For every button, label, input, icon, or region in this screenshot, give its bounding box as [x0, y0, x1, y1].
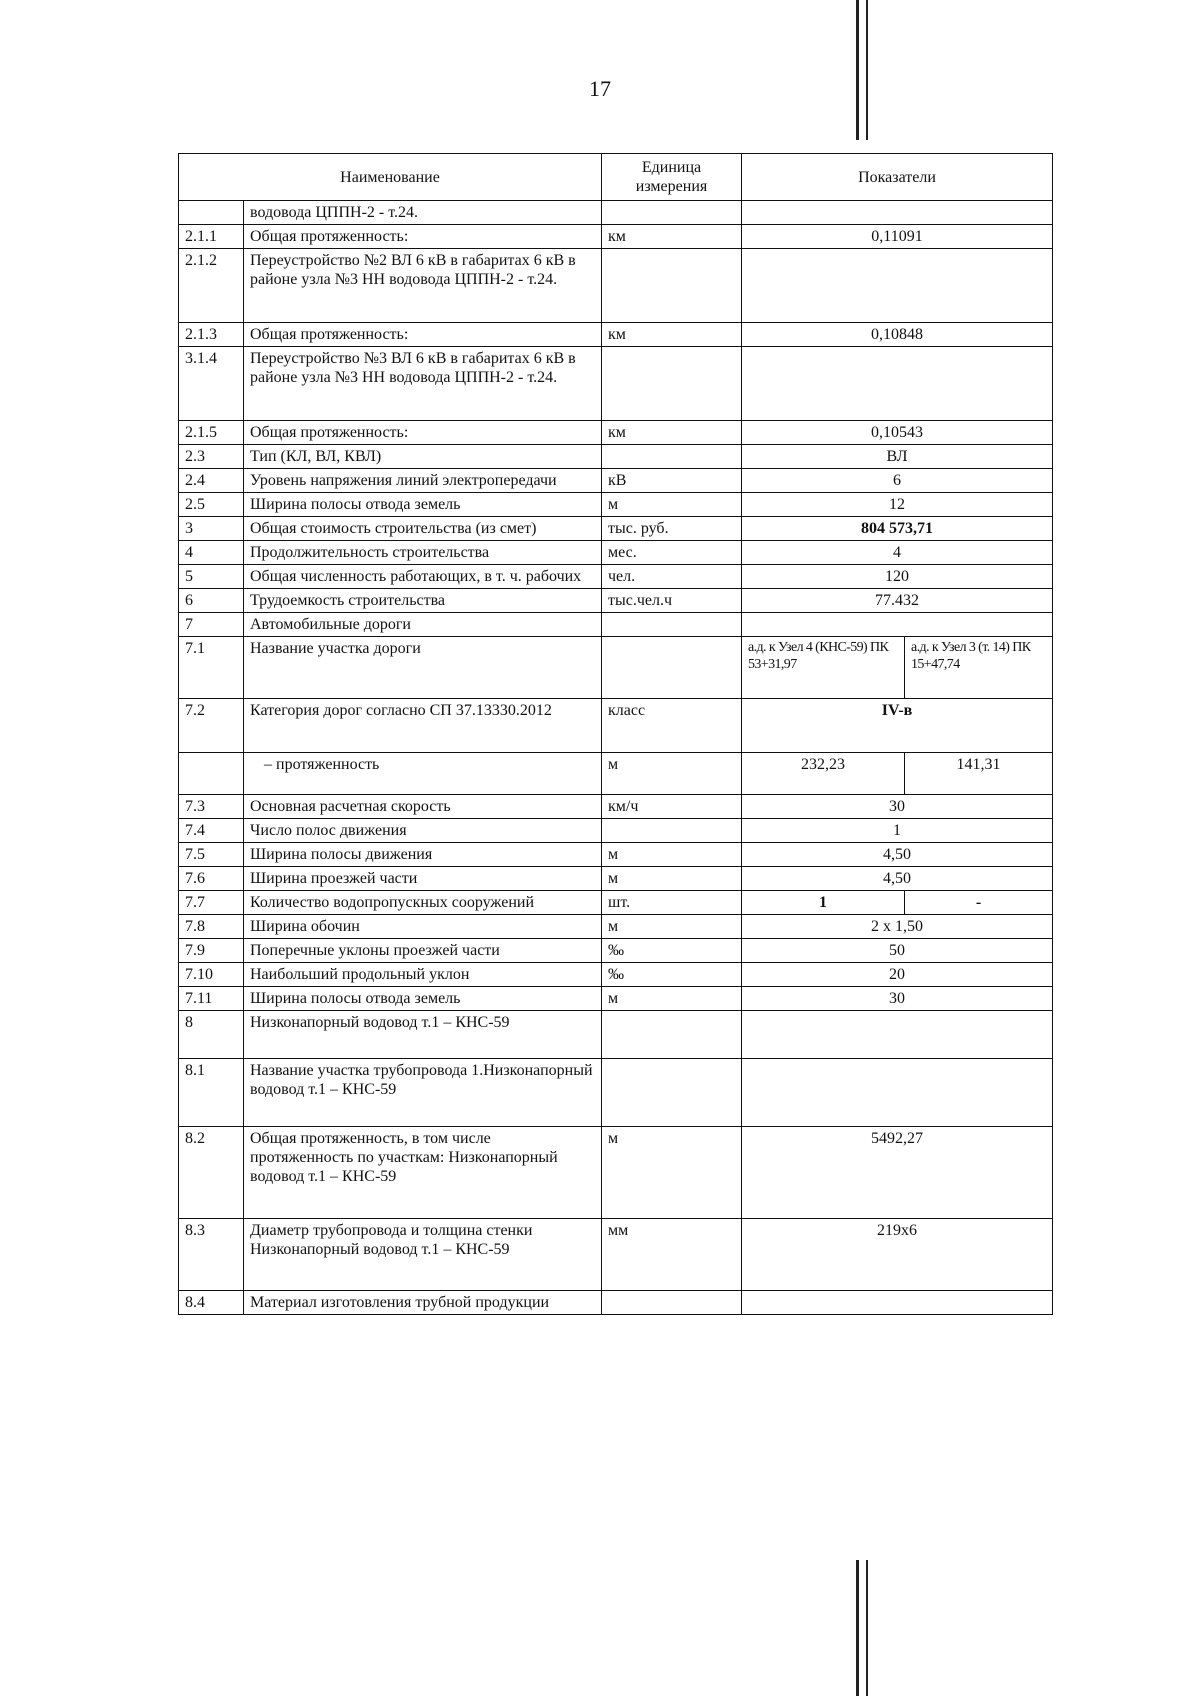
table-row [179, 613, 1053, 637]
table-row [179, 915, 1053, 939]
table-row [179, 469, 1053, 493]
table-row [179, 201, 1053, 225]
row-name: Низконапорный водовод т.1 – КНС-59 [244, 1011, 602, 1059]
row-number: 7.5 [179, 843, 244, 867]
row-name: Число полос движения [244, 819, 602, 843]
row-number: 8.1 [179, 1059, 244, 1127]
row-number: 7.1 [179, 637, 244, 699]
table-row [179, 1011, 1053, 1059]
header-unit: Единица измерения [602, 154, 742, 201]
row-value: 0,10848 [742, 323, 1053, 347]
table-row [179, 1291, 1053, 1315]
row-number: 7.11 [179, 987, 244, 1011]
row-unit [602, 249, 742, 323]
row-name: Категория дорог согласно СП 37.13330.2012 [244, 699, 602, 753]
row-unit: м [602, 987, 742, 1011]
row-value [742, 1011, 1053, 1059]
row-unit [602, 445, 742, 469]
row-unit [602, 1059, 742, 1127]
row-value: 30 [742, 987, 1053, 1011]
row-number: 2.1.1 [179, 225, 244, 249]
row-number: 7.2 [179, 699, 244, 753]
table-row [179, 891, 1053, 915]
row-value: 77.432 [742, 589, 1053, 613]
table-row [179, 249, 1053, 323]
row-number: 7.6 [179, 867, 244, 891]
table-row [179, 517, 1053, 541]
table-row [179, 541, 1053, 565]
table-row [179, 819, 1053, 843]
row-number: 6 [179, 589, 244, 613]
row-unit: ‰ [602, 963, 742, 987]
row-name: Общая протяженность: [244, 421, 602, 445]
row-number: 8.4 [179, 1291, 244, 1315]
row-number: 4 [179, 541, 244, 565]
row-name: Трудоемкость строительства [244, 589, 602, 613]
row-name: Диаметр трубопровода и толщина стенки Низконапорный водовод т.1 – КНС-59 [244, 1219, 602, 1291]
binding-edge-top-2 [866, 0, 868, 140]
road-section-a: а.д. к Узел 4 (КНС-59) ПК 53+31,97 [742, 637, 905, 699]
header-name: Наименование [179, 154, 602, 201]
row-unit: м [602, 753, 742, 795]
row-number: 7.4 [179, 819, 244, 843]
table-row [179, 987, 1053, 1011]
row-number: 3.1.4 [179, 347, 244, 421]
row-unit [602, 347, 742, 421]
row-value: 50 [742, 939, 1053, 963]
row-unit [602, 1011, 742, 1059]
row-value: 4,50 [742, 867, 1053, 891]
row-value [742, 1059, 1053, 1127]
row-value: 2 х 1,50 [742, 915, 1053, 939]
row-number: 2.4 [179, 469, 244, 493]
row-unit: чел. [602, 565, 742, 589]
row-value-b: - [905, 891, 1053, 915]
row-unit: км [602, 323, 742, 347]
table-row [179, 753, 1053, 795]
table-row [179, 637, 1053, 699]
road-section-b: а.д. к Узел 3 (т. 14) ПК 15+47,74 [905, 637, 1053, 699]
row-unit: км/ч [602, 795, 742, 819]
table-row [179, 699, 1053, 753]
row-name: Общая стоимость строительства (из смет) [244, 517, 602, 541]
binding-edge-top [856, 0, 859, 140]
row-unit: км [602, 225, 742, 249]
row-number: 2.1.3 [179, 323, 244, 347]
row-value [742, 201, 1053, 225]
row-name: Переустройство №2 ВЛ 6 кВ в габаритах 6 кВ в районе узла №3 НН водовода ЦППН-2 - т.24. [244, 249, 602, 323]
table-row [179, 963, 1053, 987]
table-row [179, 843, 1053, 867]
row-number: 7.3 [179, 795, 244, 819]
row-unit: км [602, 421, 742, 445]
row-unit: мес. [602, 541, 742, 565]
row-name: Материал изготовления трубной продукции [244, 1291, 602, 1315]
row-name: Общая протяженность: [244, 323, 602, 347]
row-name: Общая протяженность, в том числе протяженность по участкам: Низконапорный водовод т.1 – КНС-59 [244, 1127, 602, 1219]
row-name: Ширина обочин [244, 915, 602, 939]
binding-edge-bottom-2 [866, 1560, 868, 1696]
header-values: Показатели [742, 154, 1053, 201]
row-unit: м [602, 493, 742, 517]
row-value-a: 1 [742, 891, 905, 915]
row-name: Основная расчетная скорость [244, 795, 602, 819]
binding-edge-bottom [856, 1560, 859, 1696]
row-number: 7.7 [179, 891, 244, 915]
row-unit [602, 613, 742, 637]
table-row [179, 421, 1053, 445]
row-name: Уровень напряжения линий электропередачи [244, 469, 602, 493]
row-number: 5 [179, 565, 244, 589]
row-name: Тип (КЛ, ВЛ, КВЛ) [244, 445, 602, 469]
table-row [179, 589, 1053, 613]
row-unit: ‰ [602, 939, 742, 963]
row-name: Ширина проезжей части [244, 867, 602, 891]
row-value: 4 [742, 541, 1053, 565]
row-number: 8.3 [179, 1219, 244, 1291]
table-row [179, 1127, 1053, 1219]
row-unit: м [602, 915, 742, 939]
row-unit: тыс.чел.ч [602, 589, 742, 613]
row-unit [602, 201, 742, 225]
row-unit [602, 819, 742, 843]
row-value: 804 573,71 [742, 517, 1053, 541]
table-row [179, 225, 1053, 249]
row-number [179, 201, 244, 225]
table-header-row [179, 154, 1053, 201]
row-unit: мм [602, 1219, 742, 1291]
table-row [179, 347, 1053, 421]
row-unit [602, 1291, 742, 1315]
row-value: 0,10543 [742, 421, 1053, 445]
page-number: 17 [589, 76, 611, 101]
row-name: Количество водопропускных сооружений [244, 891, 602, 915]
row-unit: м [602, 1127, 742, 1219]
row-value: 219х6 [742, 1219, 1053, 1291]
row-value: ВЛ [742, 445, 1053, 469]
row-name: – протяженность [244, 753, 602, 795]
row-number: 2.1.5 [179, 421, 244, 445]
table-row [179, 795, 1053, 819]
row-number [179, 753, 244, 795]
row-value [742, 1291, 1053, 1315]
row-number: 2.3 [179, 445, 244, 469]
row-value: 30 [742, 795, 1053, 819]
row-unit: м [602, 843, 742, 867]
row-name: Название участка дороги [244, 637, 602, 699]
row-value: 1 [742, 819, 1053, 843]
row-value: 120 [742, 565, 1053, 589]
row-value: 20 [742, 963, 1053, 987]
row-name: Ширина полосы отвода земель [244, 493, 602, 517]
row-name: Переустройство №3 ВЛ 6 кВ в габаритах 6 кВ в районе узла №3 НН водовода ЦППН-2 - т.24. [244, 347, 602, 421]
row-name: водовода ЦППН-2 - т.24. [244, 201, 602, 225]
row-name: Общая протяженность: [244, 225, 602, 249]
row-value [742, 613, 1053, 637]
row-value: 5492,27 [742, 1127, 1053, 1219]
row-number: 7.8 [179, 915, 244, 939]
table-row [179, 565, 1053, 589]
specification-table [178, 153, 1053, 1315]
row-name: Поперечные уклоны проезжей части [244, 939, 602, 963]
row-value: 6 [742, 469, 1053, 493]
row-value [742, 249, 1053, 323]
row-value-b: 141,31 [905, 753, 1053, 795]
row-number: 7 [179, 613, 244, 637]
row-name: Наибольший продольный уклон [244, 963, 602, 987]
row-unit [602, 637, 742, 699]
row-name: Название участка трубопровода 1.Низконапорный водовод т.1 – КНС-59 [244, 1059, 602, 1127]
row-value: 4,50 [742, 843, 1053, 867]
row-name: Общая численность работающих, в т. ч. рабочих [244, 565, 602, 589]
row-unit: шт. [602, 891, 742, 915]
row-value: 0,11091 [742, 225, 1053, 249]
row-number: 7.10 [179, 963, 244, 987]
row-unit: класс [602, 699, 742, 753]
row-name: Ширина полосы движения [244, 843, 602, 867]
row-number: 8 [179, 1011, 244, 1059]
table-row [179, 323, 1053, 347]
row-name: Ширина полосы отвода земель [244, 987, 602, 1011]
table-row [179, 867, 1053, 891]
table-row [179, 939, 1053, 963]
row-number: 2.1.2 [179, 249, 244, 323]
row-value-a: 232,23 [742, 753, 905, 795]
row-value: IV-в [742, 699, 1053, 753]
row-value: 12 [742, 493, 1053, 517]
table-row [179, 445, 1053, 469]
row-unit: м [602, 867, 742, 891]
row-number: 7.9 [179, 939, 244, 963]
row-name: Продолжительность строительства [244, 541, 602, 565]
table-row [179, 1059, 1053, 1127]
row-number: 2.5 [179, 493, 244, 517]
row-name: Автомобильные дороги [244, 613, 602, 637]
row-value [742, 347, 1053, 421]
row-unit: тыс. руб. [602, 517, 742, 541]
row-number: 8.2 [179, 1127, 244, 1219]
table-row [179, 1219, 1053, 1291]
table-row [179, 493, 1053, 517]
row-number: 3 [179, 517, 244, 541]
row-unit: кВ [602, 469, 742, 493]
